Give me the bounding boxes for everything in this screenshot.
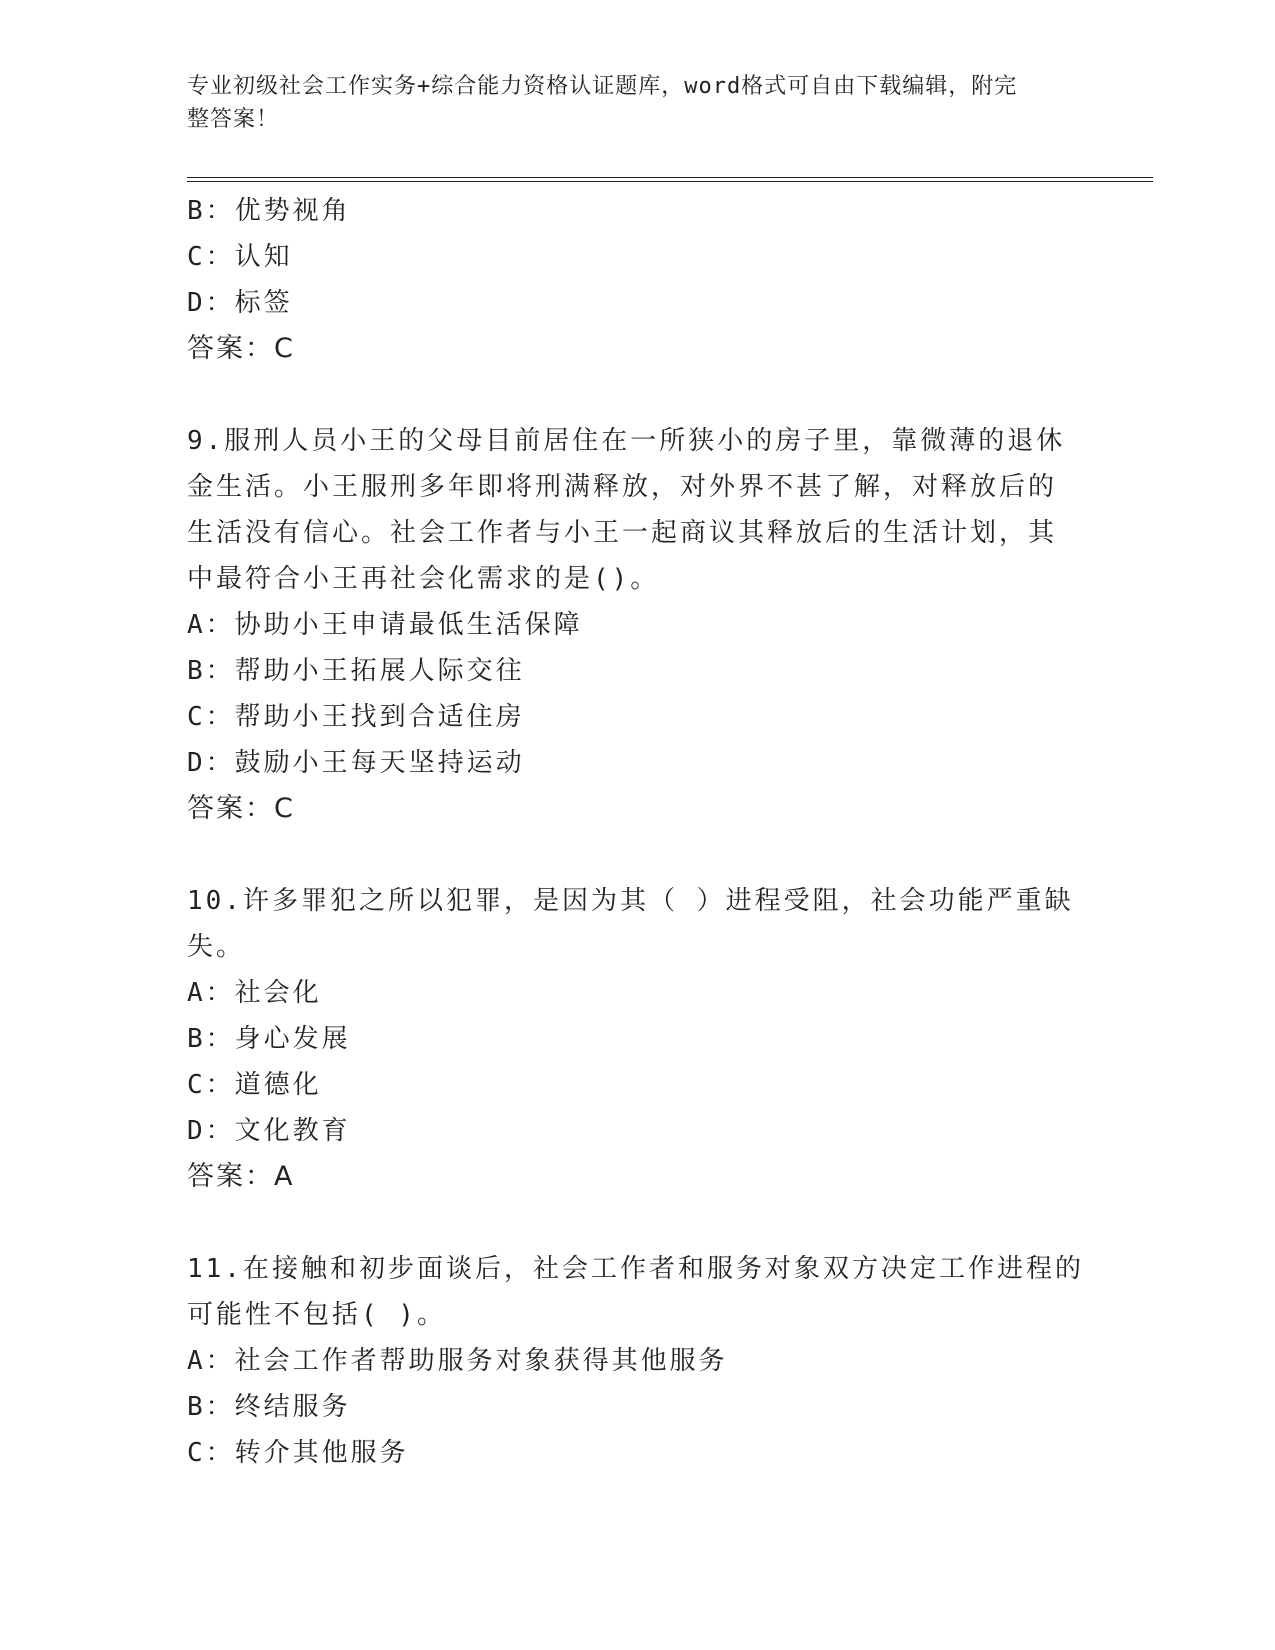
header-rule-bottom [187, 181, 1153, 182]
question-stem-line: 失。 [187, 932, 246, 962]
question-stem-line: 9.服刑人员小王的父母目前居住在一所狭小的房子里，靠微薄的退休 [187, 426, 1066, 456]
option-a: A：协助小王申请最低生活保障 [187, 610, 583, 640]
option-b: B：终结服务 [187, 1392, 351, 1422]
question-11 [187, 1246, 1084, 1476]
option-a: A：社会化 [187, 978, 322, 1008]
header-rule-top [187, 177, 1153, 178]
page-header [187, 70, 1087, 136]
header-line-1: 专业初级社会工作实务+综合能力资格认证题库，word格式可自由下载编辑，附完 [187, 74, 1018, 99]
option-a: A：社会工作者帮助服务对象获得其他服务 [187, 1346, 728, 1376]
answer-line: 答案：C [187, 333, 295, 364]
prev-question-block [187, 188, 1067, 372]
question-stem-line: 金生活。小王服刑多年即将刑满释放，对外界不甚了解，对释放后的 [187, 472, 1058, 502]
spacer [187, 372, 1067, 418]
answer-line: 答案：A [187, 1161, 295, 1192]
question-stem-line: 可能性不包括( )。 [187, 1300, 446, 1330]
option-b: B：身心发展 [187, 1024, 351, 1054]
option-b: B：帮助小王拓展人际交往 [187, 656, 525, 686]
question-stem-line: 11.在接触和初步面谈后，社会工作者和服务对象双方决定工作进程的 [187, 1254, 1084, 1284]
spacer [187, 832, 1067, 878]
option-d: D：文化教育 [187, 1116, 351, 1146]
option-c: C：道德化 [187, 1070, 322, 1100]
spacer [187, 1200, 1067, 1246]
answer-line: 答案：C [187, 793, 295, 824]
option-d: D：鼓励小王每天坚持运动 [187, 748, 525, 778]
option-c: C：认知 [187, 242, 293, 272]
question-9 [187, 418, 1067, 832]
question-10 [187, 878, 1074, 1200]
option-c: C：转介其他服务 [187, 1438, 409, 1468]
option-c: C：帮助小王找到合适住房 [187, 702, 525, 732]
question-stem-line: 中最符合小王再社会化需求的是()。 [187, 564, 660, 594]
question-content [187, 188, 1084, 1476]
option-b: B：优势视角 [187, 196, 351, 226]
question-stem-line: 10.许多罪犯之所以犯罪，是因为其（ ）进程受阻，社会功能严重缺 [187, 886, 1074, 916]
option-d: D：标签 [187, 288, 293, 318]
question-stem-line: 生活没有信心。社会工作者与小王一起商议其释放后的生活计划，其 [187, 518, 1058, 548]
header-line-2: 整答案！ [187, 107, 280, 132]
